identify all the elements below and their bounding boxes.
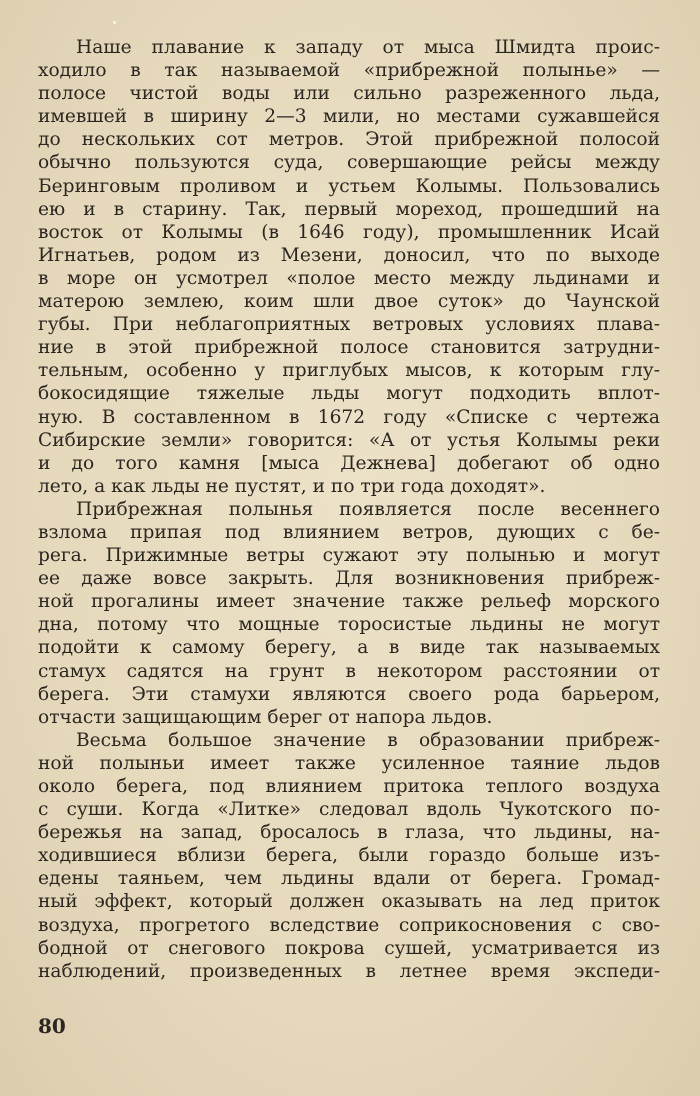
text-line: тельным, особенно у приглубых мысов, к которым глу- <box>38 360 660 382</box>
text-line: ную. В составленном в 1672 году «Списке с чертежа <box>38 406 660 428</box>
text-line: дна, потому что мощные торосистые льдины не могут <box>38 614 660 636</box>
text-line: матерою землею, коим шли двое суток» до Чаунской <box>38 291 660 313</box>
text-line: наблюдений, произведенных в летнее время экспеди- <box>38 960 660 982</box>
text-line: Весьма большое значение в образовании прибреж- <box>76 729 660 751</box>
text-line: Беринговым проливом и устьем Колымы. Пользовались <box>38 175 660 197</box>
text-line: Сибирские земли» говорится: «А от устья Колымы реки <box>38 429 660 451</box>
text-line: губы. При неблагоприятных ветровых условиях плава- <box>38 314 660 336</box>
paper-speck <box>113 21 116 24</box>
paragraph-1 <box>38 36 660 498</box>
text-line: берега. Эти стамухи являются своего рода барьером, <box>38 683 660 705</box>
text-line: Наше плавание к западу от мыса Шмидта проис- <box>76 37 660 58</box>
text-line: стамух садятся на грунт в некотором расстоянии от <box>38 660 660 682</box>
text-line: бокосидящие тяжелые льды могут подходить вплот- <box>38 383 660 405</box>
text-line: ее даже вовсе закрыть. Для возникновения прибреж- <box>38 568 660 590</box>
text-line: около берега, под влиянием притока теплого воздуха <box>38 776 660 797</box>
text-line: отчасти защищающим берег от напора льдов. <box>38 706 493 728</box>
text-line: Игнатьев, родом из Мезени, доносил, что по выходе <box>38 244 660 266</box>
text-line: взлома припая под влиянием ветров, дующих с бе- <box>38 521 660 543</box>
text-line: полосе чистой воды или сильно разреженного льда, <box>38 83 660 105</box>
paragraph-3 <box>38 729 660 983</box>
text-line: лето, а как льды не пустят, и по три года доходят». <box>38 475 546 497</box>
text-line: ной полыньи имеет также усиленное таяние льдов <box>38 752 660 774</box>
text-line: обычно пользуются суда, совершающие рейсы между <box>38 152 660 174</box>
text-line: ходило в так называемой «прибрежной полынье» — <box>38 60 660 82</box>
text-line: ный эффект, который должен оказывать на лед приток <box>38 891 660 913</box>
text-line: едены таяньем, чем льдины вдали от берега. Громад- <box>38 868 660 890</box>
page-number: 80 <box>38 1014 66 1038</box>
text-line: бережья на запад, бросалось в глаза, что льдины, на- <box>38 822 660 844</box>
text-line: ею и в старину. Так, первый мореход, прошедший на <box>38 198 660 220</box>
text-line: и до того камня [мыса Дежнева] добегают об одно <box>38 452 660 474</box>
text-line: ние в этой прибрежной полосе становится затрудни- <box>38 337 660 359</box>
text-line: до нескольких сот метров. Этой прибрежной полосой <box>38 129 660 151</box>
text-line: подойти к самому берегу, а в виде так называемых <box>38 637 660 659</box>
body-text <box>38 36 660 983</box>
text-line: воздуха, прогретого вследствие соприкосновения с сво- <box>38 914 660 936</box>
text-line: Прибрежная полынья появляется после весеннего <box>76 498 660 520</box>
paragraph-2 <box>38 498 660 729</box>
text-line: ной прогалины имеет значение также рельеф морского <box>38 591 660 613</box>
text-line: в море он усмотрел «полое место между льдинами и <box>38 267 660 289</box>
text-line: ходившиеся вблизи берега, были гораздо больше изъ- <box>38 845 660 867</box>
text-line: с суши. Когда «Литке» следовал вдоль Чукотского по- <box>38 799 660 821</box>
text-line: восток от Колымы (в 1646 году), промышленник Исай <box>38 221 660 243</box>
text-line: бодной от снегового покрова сушей, усматривается из <box>38 937 660 959</box>
text-line: имевшей в ширину 2—3 мили, но местами сужавшейся <box>38 106 660 128</box>
text-line: рега. Прижимные ветры сужают эту полынью и могут <box>38 545 660 567</box>
